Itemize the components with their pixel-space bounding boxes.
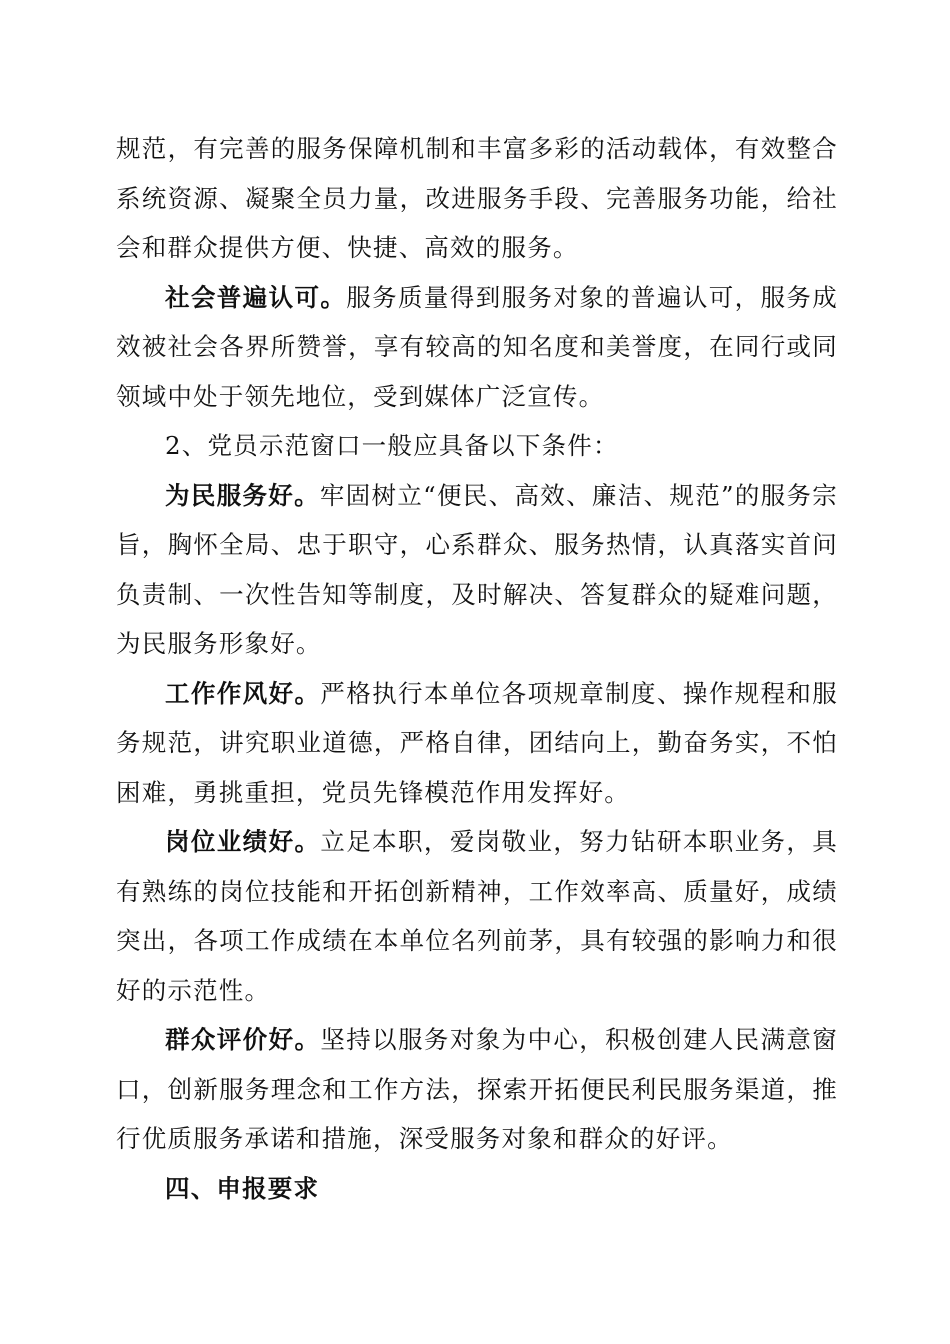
paragraph-text: 牢固树立“便民、高效、廉洁、规范”的服务宗旨，胸怀全局、忠于职守，心系群众、服务热情，认真落实首问负责制、一次性告知等制度，及时解决、答复群众的疑难问题，为民服务形象好。 <box>116 480 838 658</box>
paragraph-text: 坚持以服务对象为中心，积极创建人民满意窗口，创新服务理念和工作方法，探索开拓便民利民服务渠道，推行优质服务承诺和措施，深受服务对象和群众的好评。 <box>116 1025 839 1153</box>
paragraph-public-evaluation <box>116 1015 838 1164</box>
paragraph-text: 立足本职，爱岗敬业，努力钻研本职业务，具有熟练的岗位技能和开拓创新精神，工作效率高、质量好，成绩突出，各项工作成绩在本单位名列前茅，具有较强的影响力和很好的示范性。 <box>116 827 839 1005</box>
paragraph-work-style <box>116 669 838 818</box>
document-body <box>116 124 838 1213</box>
paragraph-social-recognition <box>116 273 838 422</box>
paragraph-service-continuation <box>116 124 838 273</box>
paragraph-text: 2、党员示范窗口一般应具备以下条件： <box>165 431 619 460</box>
paragraph-window-conditions <box>116 421 838 471</box>
section-heading: 四、申报要求 <box>165 1173 320 1203</box>
paragraph-text: 严格执行本单位各项规章制度、操作规程和服务规范，讲究职业道德，严格自律，团结向上，勤奋务实，不怕困难，勇挑重担，党员先锋模范作用发挥好。 <box>116 678 839 807</box>
paragraph-serve-people <box>116 471 838 669</box>
paragraph-lead: 工作作风好。 <box>165 678 321 708</box>
paragraph-job-performance <box>116 817 838 1015</box>
paragraph-lead: 为民服务好。 <box>165 480 320 510</box>
paragraph-text: 服务质量得到服务对象的普遍认可，服务成效被社会各界所赞誉，享有较高的知名度和美誉度，在同行或同领域中处于领先地位，受到媒体广泛宣传。 <box>116 282 838 411</box>
paragraph-text: 规范，有完善的服务保障机制和丰富多彩的活动载体，有效整合系统资源、凝聚全员力量，改进服务手段、完善服务功能，给社会和群众提供方便、快捷、高效的服务。 <box>116 134 838 262</box>
paragraph-lead: 岗位业绩好。 <box>165 827 321 856</box>
paragraph-lead: 社会普遍认可。 <box>165 282 347 312</box>
paragraph-lead: 群众评价好。 <box>165 1025 321 1054</box>
